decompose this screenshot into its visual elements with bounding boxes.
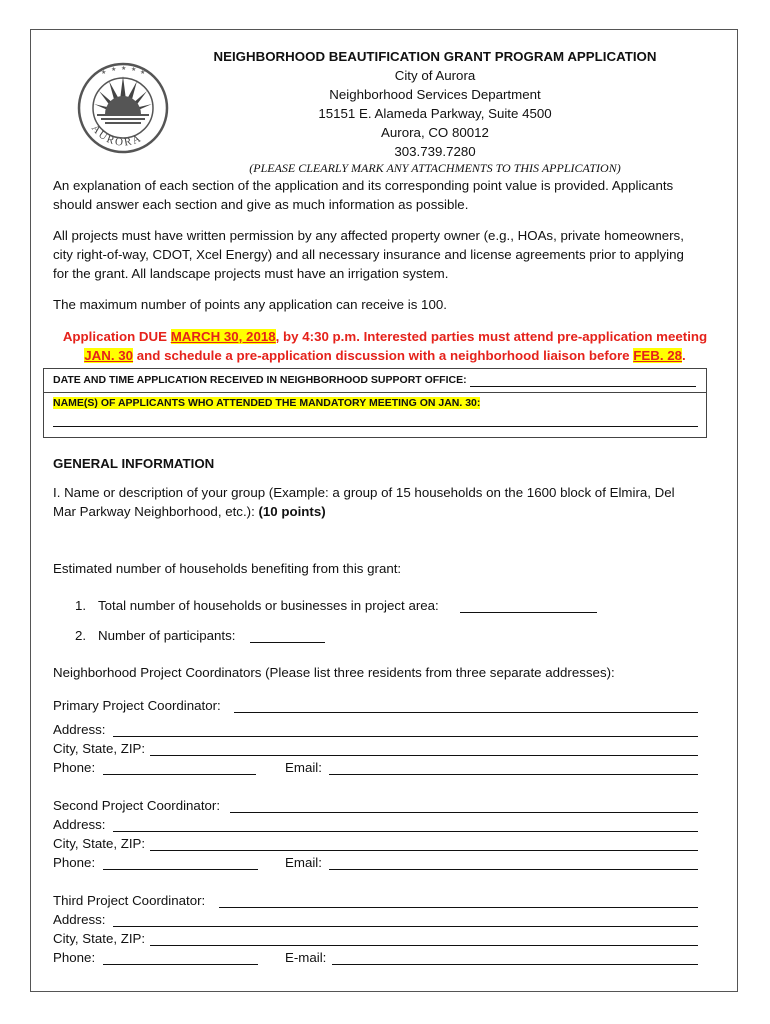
households-label: Estimated number of households benefiting from this grant: xyxy=(53,561,402,576)
coordinator-3-phone-label: Phone: xyxy=(53,950,96,965)
svg-text:★: ★ xyxy=(140,69,146,76)
coordinator-3-email-label: E-mail: xyxy=(285,950,327,965)
coordinator-1-email-label: Email: xyxy=(285,760,322,775)
city-name: City of Aurora xyxy=(394,68,476,83)
coordinator-2-email-label: Email: xyxy=(285,855,322,870)
coordinator-3-phone-field[interactable] xyxy=(103,963,258,965)
attachments-note: (PLEASE CLEARLY MARK ANY ATTACHMENTS TO THIS APPLICATION) xyxy=(249,161,621,175)
item-1-label: Total number of households or businesses in project area: xyxy=(98,598,439,613)
item-1-number: 1. xyxy=(75,598,87,613)
general-info-heading: GENERAL INFORMATION xyxy=(53,456,215,471)
svg-text:★: ★ xyxy=(111,66,117,73)
svg-text:★: ★ xyxy=(131,66,137,73)
intro-p1-line-1: An explanation of each section of the application and its corresponding point value is provided. Applicants xyxy=(53,178,674,193)
question-1 xyxy=(53,483,675,521)
department-address: 15151 E. Alameda Parkway, Suite 4500 xyxy=(318,106,552,121)
intro-p1-line-2: should answer each section and give as much information as possible. xyxy=(53,197,469,212)
coordinator-2-address-label: Address: xyxy=(53,817,106,832)
coordinator-1-phone-label: Phone: xyxy=(53,760,96,775)
attendees-label: NAME(S) OF APPLICANTS WHO ATTENDED THE MANDATORY MEETING ON JAN. 30: xyxy=(53,397,481,409)
coordinator-3-address-field[interactable] xyxy=(113,925,698,927)
due-date-notice xyxy=(45,327,725,365)
due-line-2: JAN. 30 and schedule a pre-application discussion with a neighborhood liaison before FEB. 28. xyxy=(84,348,686,363)
coordinator-1-email-field[interactable] xyxy=(329,773,698,775)
coordinator-3-csz-field[interactable] xyxy=(150,944,698,946)
received-field[interactable] xyxy=(470,385,696,387)
coordinator-2-name-field[interactable] xyxy=(230,811,698,813)
coordinator-3-csz-label: City, State, ZIP: xyxy=(53,931,146,946)
question-1-line-2: Mar Parkway Neighborhood, etc.): (10 points) xyxy=(53,504,326,519)
coordinator-3-name-field[interactable] xyxy=(219,906,698,908)
coordinator-3-title: Third Project Coordinator: xyxy=(53,893,206,908)
item-2-label: Number of participants: xyxy=(98,628,236,643)
question-1-line-1: I. Name or description of your group (Example: a group of 15 households on the 1600 block of Elmira, Del xyxy=(53,485,675,500)
coordinators-intro: Neighborhood Project Coordinators (Please list three residents from three separate addresses): xyxy=(53,665,615,680)
intro-p2-line-1: All projects must have written permission by any affected property owner (e.g., HOAs, private homeowners, xyxy=(53,228,684,243)
coordinator-1-csz-label: City, State, ZIP: xyxy=(53,741,146,756)
svg-text:★: ★ xyxy=(121,65,127,72)
department-name: Neighborhood Services Department xyxy=(329,87,541,102)
form-title: NEIGHBORHOOD BEAUTIFICATION GRANT PROGRAM APPLICATION xyxy=(213,49,657,64)
department-phone: 303.739.7280 xyxy=(394,144,476,159)
intro-paragraph-2 xyxy=(53,226,684,283)
svg-text:AURORA: AURORA xyxy=(88,122,145,149)
attendees-field[interactable] xyxy=(53,425,698,427)
coordinator-2-title: Second Project Coordinator: xyxy=(53,798,221,813)
coordinator-1-name-field[interactable] xyxy=(234,711,698,713)
due-line-1: Application DUE MARCH 30, 2018, by 4:30 p.m. Interested parties must attend pre-application meeting xyxy=(62,329,708,344)
coordinator-2-csz-field[interactable] xyxy=(150,849,698,851)
intro-p2-line-3: for the grant. All landscape projects must have an irrigation system. xyxy=(53,266,449,281)
coordinator-3-address-label: Address: xyxy=(53,912,106,927)
svg-text:★: ★ xyxy=(101,69,107,76)
coordinator-2-email-field[interactable] xyxy=(329,868,698,870)
max-points-note: The maximum number of points any application can receive is 100. xyxy=(53,297,447,312)
coordinator-1-address-field[interactable] xyxy=(113,735,698,737)
coordinator-1-address-label: Address: xyxy=(53,722,106,737)
received-label: DATE AND TIME APPLICATION RECEIVED IN NEIGHBORHOOD SUPPORT OFFICE: xyxy=(53,374,467,386)
coordinator-2-csz-label: City, State, ZIP: xyxy=(53,836,146,851)
department-city-state-zip: Aurora, CO 80012 xyxy=(381,125,489,140)
intro-p2-line-2: city right-of-way, CDOT, Xcel Energy) and all necessary insurance and license agreements prior to applying xyxy=(53,247,684,262)
coordinator-2-phone-field[interactable] xyxy=(103,868,258,870)
coordinator-3-email-field[interactable] xyxy=(332,963,698,965)
total-households-field[interactable] xyxy=(460,611,597,613)
coordinator-1-csz-field[interactable] xyxy=(150,754,698,756)
participants-field[interactable] xyxy=(250,641,325,643)
coordinator-1-title: Primary Project Coordinator: xyxy=(53,698,221,713)
coordinator-2-phone-label: Phone: xyxy=(53,855,96,870)
coordinator-1-phone-field[interactable] xyxy=(103,773,256,775)
item-2-number: 2. xyxy=(75,628,87,643)
coordinator-2-address-field[interactable] xyxy=(113,830,698,832)
intro-paragraph-1 xyxy=(53,176,673,214)
